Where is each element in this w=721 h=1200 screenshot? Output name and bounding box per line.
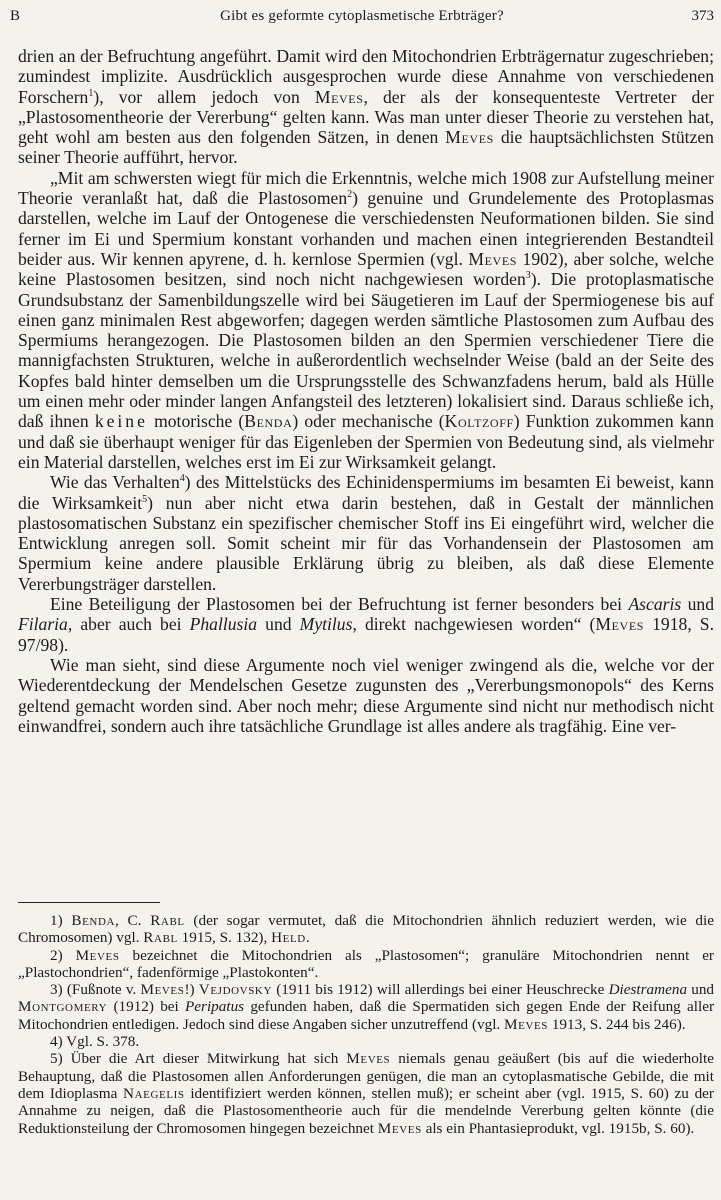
author-name: Meves [346,1050,391,1068]
text-run: , der als der konsequenteste Vertreter der „Plastosomentheorie der Vererbung“ gelten kann. Was man unter dieser Theorie zu verstehen hat, geht wohl am besten aus den folgenden Sätzen, in denen [18,86,714,148]
paragraph [18,472,714,594]
text-run: !) [184,981,199,999]
footnote-ref: 5 [142,493,148,505]
text-run: 1913, S. 244 bis 246). [548,1015,686,1033]
text-run: als ein Phantasieprodukt, vgl. 1915b, S. 60). [421,1119,695,1137]
paragraph [18,168,714,472]
footnote [18,947,714,982]
text-run: ) genuine und Grundelemente des Protoplasmas darstellen, welche im Lauf der Ontogenese die verschiedensten Neuformationen bilden. Sie sind ferner im Ei und Spermium konstant vorhanden und machen einen integrierenden Bestandteil beider aus. Wir kennen apyrene, d. h. kernlose Spermien (vgl. [18,188,714,269]
text-run: 3) (Fußnote v. [50,981,141,999]
author-name: Meves [75,946,120,964]
italic-term: Filaria [18,614,68,635]
paragraph [18,594,714,655]
italic-term: Mytilus [299,614,353,635]
text-run: 2) [50,946,76,964]
text-run: gefunden haben, daß die Spermatiden sich gegen Ende der Reifung aller Mitochondrien entledigen. Jedoch sind diese Angaben sicher unzutreffend (vgl. [18,998,714,1033]
author-name: Benda [244,411,293,432]
text-run: „Mit am schwersten wiegt für mich die Erkenntnis, welche mich 1908 zur Aufstellung meiner Theorie veranlaßt hat, daß die Plastosomen [18,167,714,209]
footnote [18,1033,714,1050]
author-name: Rabl [143,929,178,947]
running-title: Gibt es geformte cytoplasmetische Erbträger? [220,8,504,24]
text-run: (1911 bis 1912) will allerdings bei einer Heuschrecke [272,981,609,999]
section-letter: B [10,8,21,24]
author-name: Koltzoff [444,411,514,432]
italic-term: Peripatus [185,998,245,1016]
author-name: Vejdovsky [198,981,273,999]
page-number: 373 [691,8,714,24]
footnote-divider [18,902,160,903]
footnotes [18,912,714,1137]
author-name: Held [271,929,306,947]
text-run: 1918, S. 97/98). [18,614,714,655]
text-run: ), vor allem jedoch von [93,86,315,107]
author-name: Meves [595,614,645,635]
text-run: identifiziert werden können, stellen muß); er scheint aber (vgl. 1915, S. 60) zu der Annahme zu neigen, daß die Plastosomentheorie auch für die mendelnde Vererbung gelten könnte (die Reduktionsteilung der Chromosomen hingegen bezeichnet [18,1084,714,1137]
author-name: Rabl [150,912,185,929]
author-name: Meves [140,981,185,999]
text-run: ). Die protoplasmatische Grundsubstanz der Samenbildungszelle wird bei Säugetieren im Lauf der Spermiogenese bis auf einen ganz minimalen Rest abgeworfen; dagegen werden sämtliche Plastosomen zum Aufbau des Spermiums herangezogen. Die Plastosomen bilden an den Spermien verschiedener Tiere die mannigfachsten Strukturen, welche in außerordentlich wechselnder Weise (bald an der Seite des Kopfes bald hinter demselben um die Ursprungsstelle des Schwanzfadens herum, bald als Hülle um einen mehr oder minder langen Anfangsteil des letzteren) lokalisiert sind. Daraus schließe ich, daß ihnen [18,269,714,432]
text-run: ) Funktion zukommen kann und daß sie überhaupt weniger für das Eigenleben der Spermien von Bedeutung sind, als vielmehr ein Material darstellen, welches erst im Ei zur Wirksamkeit gelangt. [18,411,714,472]
text-run: und [687,981,715,999]
text-run: 4) Vgl. S. 378. [50,1033,140,1051]
text-run: Wie man sieht, sind diese Argumente noch viel weniger zwingend als die, welche vor der Wiederentdeckung der Mendelschen Gesetze zugunsten des „Vererbungsmonopols“ des Kerns geltend gemacht worden sind. Aber noch mehr; diese Argumente sind nicht nur methodisch nicht einwandfrei, sondern auch ihre tatsächliche Grundlage ist alles andere als tragfähig. Eine ver- [18,654,714,736]
footnote-ref: 4 [179,473,185,485]
text-run: drien an der Befruchtung angeführt. Damit wird den Mitochondrien Erbträgernatur zugeschrieben; zumindest implizite. Ausdrücklich ausgesprochen wurde diese Annahme von verschiedenen Forschern [18,46,714,107]
text-run: niemals genau geäußert (bis auf die wiederholte Behauptung, daß die Plastosomen allen Anforderungen genügen, die man an cytoplasmatische Gebilde, die mit dem Idioplasma [18,1050,714,1102]
text-run: Eine Beteiligung der Plastosomen bei der Befruchtung ist ferner besonders bei [50,594,629,615]
footnote [18,912,714,947]
paragraph [18,46,714,168]
footnote-ref: 3 [525,270,531,282]
author-name: Montgomery [18,998,108,1016]
footnote [18,1050,714,1136]
text-run: , aber auch bei [67,614,190,635]
author-name: Meves [314,86,364,107]
text-run: 1915, S. 132), [177,929,272,947]
text-run: bezeichnet die Mitochondrien als „Plastosomen“; granuläre Mitochondrien nennt er „Plastochondrien“, fadenförmige „Plastokonten“. [18,946,714,981]
author-name: Benda [71,912,116,929]
emphasis-spaced: keine [94,411,148,432]
text-run: 5) Über die Art dieser Mitwirkung hat sich [50,1050,347,1068]
italic-term: Diestramena [608,981,688,999]
text-run: . [305,929,310,947]
text-run: Wie das Verhalten [50,472,180,493]
author-name: Meves [445,127,494,148]
footnote [18,981,714,1033]
text-run: und [681,594,715,615]
text-run: 1) [50,912,72,929]
author-name: Meves [377,1119,422,1137]
author-name: Naegelis [123,1084,185,1102]
main-text [18,46,714,736]
paragraph [18,655,714,736]
text-run: 1902), aber solche, welche keine Plastosomen besitzen, sind noch nicht nachgewiesen worden [18,248,714,290]
author-name: Meves [468,248,518,269]
text-run: motorische ( [147,411,245,432]
text-run: ) des Mittelstücks des Echinidenspermiums im besamten Ei beweist, kann die Wirksamkeit [18,472,714,513]
text-run: ) oder mechanische ( [292,411,445,432]
text-run: und [257,614,300,635]
text-run: , C. [115,912,151,929]
italic-term: Ascaris [628,594,682,615]
running-header [10,8,714,30]
text-run: (1912) bei [107,998,186,1016]
author-name: Meves [504,1015,549,1033]
text-run: , direkt nachgewiesen worden“ ( [352,614,596,635]
text-run: ) nun aber nicht etwa darin bestehen, daß in Gestalt der männlichen plastosomatischen Substanz ein spezifischer chemischer Stoff ins Ei eingeführt wird, welcher die Entwicklung anregen soll. Somit scheint mir für das Vorhandensein der Plastosomen am Spermium keine andere plausible Erklärung übrig zu bleiben, als daß diese Elemente Vererbungsträger darstellen. [18,492,714,594]
text-run: die hauptsächlichsten Stützen seiner Theorie aufführt, hervor. [18,127,714,168]
footnote-ref: 1 [88,87,94,99]
footnote-ref: 2 [347,189,353,201]
italic-term: Phallusia [189,614,258,635]
text-run: (der sogar vermutet, daß die Mitochondrien ähnlich reduziert werden, wie die Chromosomen) vgl. [18,912,714,947]
